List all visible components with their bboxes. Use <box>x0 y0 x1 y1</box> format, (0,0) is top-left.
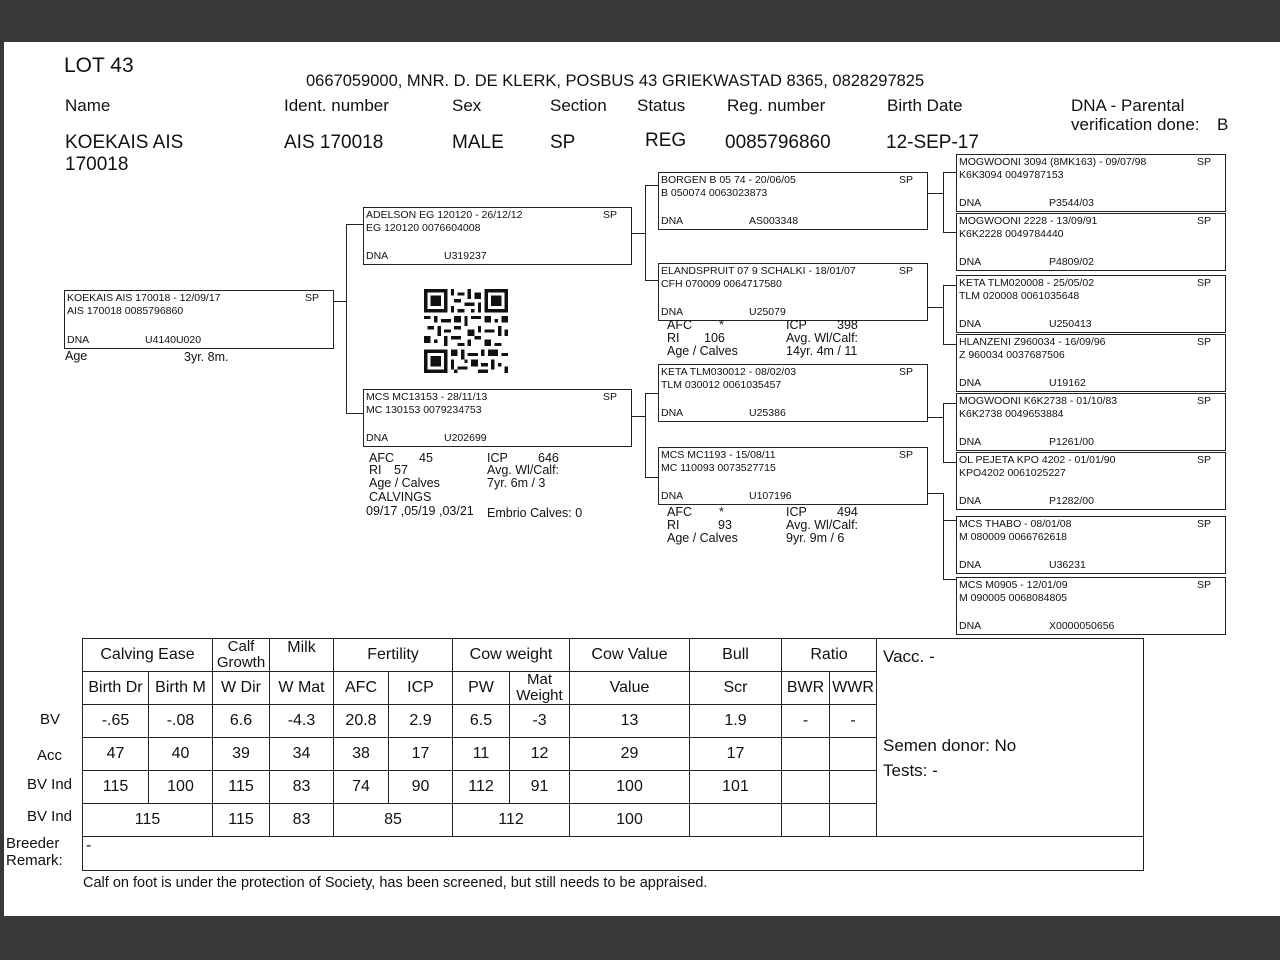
gd2-afc: * <box>719 505 724 519</box>
animal-ident: AIS 170018 <box>284 132 384 153</box>
gd1-afc-label: AFC <box>667 318 692 332</box>
breeding-values-table <box>82 638 1144 871</box>
bv-ind-cell: 74 <box>334 771 389 804</box>
animal-name: KOEKAIS AIS <box>65 132 184 153</box>
group-fertility: Fertility <box>334 639 453 672</box>
connector <box>346 224 363 225</box>
dam-ids: MC 130153 0079234753 <box>366 404 482 416</box>
dam-ri: 57 <box>394 463 408 477</box>
ggp-dna-label: DNA <box>959 318 982 330</box>
dam-embrio-calves: Embrio Calves: 0 <box>487 506 583 520</box>
gd2-ri-label: RI <box>667 518 680 532</box>
col-scr: Scr <box>690 672 782 705</box>
group-calf-growth <box>213 639 270 672</box>
bv-ind-cell <box>782 771 830 804</box>
bv-cell: - <box>830 705 877 738</box>
row-label-acc: Acc <box>37 747 63 764</box>
acc-cell: 12 <box>510 738 570 771</box>
connector <box>943 403 956 404</box>
bv-ind-wwr <box>830 804 877 837</box>
dam-icp-label: ICP <box>487 451 508 465</box>
connector <box>645 477 658 478</box>
great-grandparent-box <box>956 275 1226 333</box>
connector <box>645 393 646 477</box>
gd2-age-label: Age / Calves <box>667 531 738 545</box>
great-grandparent-box <box>956 213 1226 271</box>
great-grandparent-box <box>956 154 1226 212</box>
gp-dna: AS003348 <box>749 215 799 227</box>
col-w-dir: W Dir <box>213 672 270 705</box>
gp-ids: MC 110093 0073527715 <box>661 462 776 474</box>
bv-ind-growth: 115 <box>213 804 270 837</box>
bv-ind-cell: 100 <box>570 771 690 804</box>
col-pw: PW <box>453 672 510 705</box>
gd2-icp: 494 <box>837 505 858 519</box>
col-w-mat: W Mat <box>270 672 334 705</box>
gd2-ri: 93 <box>718 518 732 532</box>
grandparent-box <box>658 364 928 422</box>
gd2-icp-label: ICP <box>786 505 807 519</box>
header-dna-verification: verification done: <box>1071 115 1200 134</box>
ggp-title: KETA TLM020008 - 25/05/02 <box>959 277 1095 289</box>
dam-title: MCS MC13153 - 28/11/13 <box>366 391 488 403</box>
group-cow-value: Cow Value <box>570 639 690 672</box>
bv-ind-milk: 83 <box>270 804 334 837</box>
bv-ind-cell: 115 <box>213 771 270 804</box>
bv-ind-cell: 101 <box>690 771 782 804</box>
header-name: Name <box>65 96 111 115</box>
vaccination-panel <box>877 639 1144 837</box>
bv-ind-cell: 112 <box>453 771 510 804</box>
bv-cell: -.08 <box>149 705 213 738</box>
ggp-ids: TLM 020008 0061035648 <box>959 290 1080 302</box>
lot-number: LOT 43 <box>64 54 134 77</box>
gp-title: BORGEN B 05 74 - 20/06/05 <box>661 174 796 186</box>
connector <box>926 307 943 308</box>
row-label-bv-ind-2: BV Ind <box>27 808 73 825</box>
ggp-title: HLANZENI Z960034 - 16/09/96 <box>959 336 1106 348</box>
bv-ind-cell: 115 <box>83 771 149 804</box>
dna-verification-value: B <box>1217 115 1229 134</box>
acc-cell: 39 <box>213 738 270 771</box>
owner-info: 0667059000, MNR. D. DE KLERK, POSBUS 43 GRIEKWASTAD 8365, 0828297825 <box>306 72 925 90</box>
gd1-afc: * <box>719 318 724 332</box>
group-ratio: Ratio <box>782 639 877 672</box>
bv-cell: 20.8 <box>334 705 389 738</box>
gd1-ri: 106 <box>704 331 725 345</box>
connector <box>943 493 944 579</box>
col-wwr: WWR <box>830 672 877 705</box>
sire-dna: U319237 <box>444 250 487 262</box>
ggp-dna: U250413 <box>1049 318 1092 330</box>
ggp-dna-label: DNA <box>959 436 982 448</box>
animal-birth: 12-SEP-17 <box>886 132 979 153</box>
col-icp: ICP <box>389 672 453 705</box>
great-grandparent-box <box>956 577 1226 635</box>
bv-ind-cell: 91 <box>510 771 570 804</box>
ggp-dna: X0000050656 <box>1049 620 1115 632</box>
great-grandparent-box <box>956 393 1226 451</box>
group-calf-label: Calf <box>227 638 255 655</box>
ggp-section: SP <box>1196 454 1211 466</box>
gp-dna: U25079 <box>749 306 786 318</box>
header-ident: Ident. number <box>284 96 389 115</box>
footer-note: Calf on foot is under the protection of Society, has been screened, but still needs to be appraised. <box>83 875 708 891</box>
acc-cell: 29 <box>570 738 690 771</box>
grandparent-box <box>658 447 928 505</box>
connector <box>645 185 658 186</box>
ggp-dna: P1261/00 <box>1049 436 1094 448</box>
great-grandparent-box <box>956 452 1226 510</box>
ggp-ids: KPO4202 0061025227 <box>959 467 1066 479</box>
sire-section: SP <box>602 209 617 221</box>
viewer-bottom-bar <box>0 916 1280 960</box>
tests-info: Tests: - <box>883 761 938 780</box>
header-birth: Birth Date <box>887 96 963 115</box>
connector <box>631 233 645 234</box>
bv-ind-bwr <box>782 804 830 837</box>
gp-title: MCS MC1193 - 15/08/11 <box>661 449 776 461</box>
col-afc: AFC <box>334 672 389 705</box>
col-mat-label: Mat <box>526 671 552 688</box>
bv-ind-cell <box>830 771 877 804</box>
vaccination-info: Vacc. - <box>883 647 935 666</box>
row-label-breeder: Breeder <box>6 835 60 852</box>
animal-name-line2: 170018 <box>65 154 129 175</box>
gp-dna-label: DNA <box>661 306 684 318</box>
acc-cell <box>830 738 877 771</box>
dam-afc-label: AFC <box>369 451 394 465</box>
subject-section: SP <box>304 292 319 304</box>
bv-ind-calving: 115 <box>83 804 213 837</box>
connector <box>926 493 943 494</box>
ggp-dna-label: DNA <box>959 559 982 571</box>
gp-dna-label: DNA <box>661 215 684 227</box>
ggp-dna-label: DNA <box>959 495 982 507</box>
ggp-title: MOGWOONI 3094 (8MK163) - 09/07/98 <box>959 156 1147 168</box>
gd1-age: 14yr. 4m / 11 <box>786 344 858 358</box>
ggp-dna: P1282/00 <box>1049 495 1094 507</box>
great-grandparent-box <box>956 516 1226 574</box>
animal-reg: 0085796860 <box>725 132 831 153</box>
header-dna-parental: DNA - Parental <box>1071 96 1185 115</box>
connector <box>943 579 956 580</box>
subject-dna: U4140U020 <box>145 334 202 346</box>
ggp-dna-label: DNA <box>959 197 982 209</box>
gd1-ri-label: RI <box>667 331 680 345</box>
gd2-age: 9yr. 9m / 6 <box>786 531 845 545</box>
ggp-title: MCS M0905 - 12/01/09 <box>959 579 1068 591</box>
bv-cell: - <box>782 705 830 738</box>
bv-cell: 2.9 <box>389 705 453 738</box>
bv-cell: -3 <box>510 705 570 738</box>
col-value: Value <box>570 672 690 705</box>
bv-cell: 6.6 <box>213 705 270 738</box>
connector <box>943 462 956 463</box>
bv-ind-cow-weight: 112 <box>453 804 570 837</box>
qr-code <box>422 289 510 373</box>
grandparent-box <box>658 172 928 230</box>
subject-ids: AIS 170018 0085796860 <box>67 305 184 317</box>
sire-dna-label: DNA <box>366 250 389 262</box>
header-reg: Reg. number <box>727 96 826 115</box>
header-sex: Sex <box>452 96 482 115</box>
connector <box>631 416 645 417</box>
dam-avg-label: Avg. Wl/Calf: <box>487 463 560 477</box>
acc-cell: 47 <box>83 738 149 771</box>
subject-dna-label: DNA <box>67 334 90 346</box>
connector <box>943 520 956 521</box>
connector <box>926 417 943 418</box>
group-bull: Bull <box>690 639 782 672</box>
bv-ind-cell: 100 <box>149 771 213 804</box>
ggp-ids: M 080009 0066762618 <box>959 531 1068 543</box>
bv-cell: 13 <box>570 705 690 738</box>
group-cow-weight: Cow weight <box>453 639 570 672</box>
gd1-icp: 398 <box>837 318 858 332</box>
subject-age: 3yr. 8m. <box>184 350 229 364</box>
acc-cell: 38 <box>334 738 389 771</box>
bv-ind-bull <box>690 804 782 837</box>
semen-donor-info: Semen donor: No <box>883 736 1017 755</box>
grandparent-box <box>658 263 928 321</box>
dam-ri-label: RI <box>369 463 382 477</box>
bv-cell: -4.3 <box>270 705 334 738</box>
dam-section: SP <box>602 391 617 403</box>
col-birth-m: Birth M <box>149 672 213 705</box>
connector <box>346 224 347 413</box>
sire-ids: EG 120120 0076604008 <box>366 222 481 234</box>
connector <box>645 185 646 280</box>
breeder-remark: - <box>83 837 1144 871</box>
viewer-top-bar <box>0 0 1280 42</box>
gd1-age-label: Age / Calves <box>667 344 738 358</box>
ggp-dna: U36231 <box>1049 559 1086 571</box>
gd2-avg-label: Avg. Wl/Calf: <box>786 518 859 532</box>
acc-cell: 17 <box>690 738 782 771</box>
gp-section: SP <box>898 366 913 378</box>
ggp-title: MOGWOONI K6K2738 - 01/10/83 <box>959 395 1118 407</box>
gd2-afc-label: AFC <box>667 505 692 519</box>
gp-title: ELANDSPRUIT 07 9 SCHALKI - 18/01/07 <box>661 265 856 277</box>
subject-age-label: Age <box>65 349 88 363</box>
bv-ind-fertility: 85 <box>334 804 453 837</box>
bv-cell: 6.5 <box>453 705 510 738</box>
row-label-bv-ind: BV Ind <box>27 776 73 793</box>
connector <box>943 172 956 173</box>
ggp-title: OL PEJETA KPO 4202 - 01/01/90 <box>959 454 1116 466</box>
dam-calvings: 09/17 ,05/19 ,03/21 <box>366 504 474 518</box>
ggp-dna: U19162 <box>1049 377 1086 389</box>
gd1-avg-label: Avg. Wl/Calf: <box>786 331 859 345</box>
ggp-dna-label: DNA <box>959 620 982 632</box>
bv-ind-cell: 90 <box>389 771 453 804</box>
ggp-section: SP <box>1196 395 1211 407</box>
connector <box>645 393 658 394</box>
ggp-dna-label: DNA <box>959 256 982 268</box>
connector <box>943 232 956 233</box>
sire-pedigree-box <box>363 207 632 265</box>
gp-dna: U25386 <box>749 407 786 419</box>
col-birth-dr: Birth Dr <box>83 672 149 705</box>
dam-calvings-label: CALVINGS <box>369 490 432 504</box>
connector <box>926 193 943 194</box>
ggp-dna: P3544/03 <box>1049 197 1094 209</box>
gp-dna-label: DNA <box>661 490 684 502</box>
ggp-title: MOGWOONI 2228 - 13/09/91 <box>959 215 1098 227</box>
dam-pedigree-box <box>363 389 632 447</box>
gp-title: KETA TLM030012 - 08/02/03 <box>661 366 797 378</box>
ggp-section: SP <box>1196 277 1211 289</box>
acc-cell: 34 <box>270 738 334 771</box>
bv-ind-cell: 83 <box>270 771 334 804</box>
connector <box>943 344 956 345</box>
gp-ids: CFH 070009 0064717580 <box>661 278 782 290</box>
ggp-dna-label: DNA <box>959 377 982 389</box>
bv-cell: 1.9 <box>690 705 782 738</box>
ggp-ids: Z 960034 0037687506 <box>959 349 1065 361</box>
dam-age-label: Age / Calves <box>369 476 440 490</box>
connector <box>645 280 658 281</box>
gp-ids: B 050074 0063023873 <box>661 187 768 199</box>
animal-section: SP <box>550 132 576 153</box>
gd1-icp-label: ICP <box>786 318 807 332</box>
gp-section: SP <box>898 449 913 461</box>
ggp-ids: M 090005 0068084805 <box>959 592 1068 604</box>
ggp-section: SP <box>1196 579 1211 591</box>
dam-afc: 45 <box>419 451 433 465</box>
connector <box>943 285 944 344</box>
bv-ind-cow-value: 100 <box>570 804 690 837</box>
gp-section: SP <box>898 174 913 186</box>
group-milk: Milk <box>270 639 334 672</box>
dam-dna-label: DNA <box>366 432 389 444</box>
animal-sex: MALE <box>452 132 504 153</box>
ggp-section: SP <box>1196 336 1211 348</box>
connector <box>332 301 346 302</box>
subject-pedigree-box <box>64 290 334 349</box>
row-label-remark: Remark: <box>6 852 63 869</box>
connector <box>943 285 956 286</box>
col-bwr: BWR <box>782 672 830 705</box>
ggp-ids: K6K2228 0049784440 <box>959 228 1064 240</box>
acc-cell <box>782 738 830 771</box>
ggp-section: SP <box>1196 518 1211 530</box>
ggp-title: MCS THABO - 08/01/08 <box>959 518 1072 530</box>
animal-status: REG <box>645 130 687 151</box>
gp-dna-label: DNA <box>661 407 684 419</box>
header-status: Status <box>637 96 686 115</box>
acc-cell: 17 <box>389 738 453 771</box>
ggp-section: SP <box>1196 215 1211 227</box>
ggp-section: SP <box>1196 156 1211 168</box>
gp-section: SP <box>898 265 913 277</box>
connector <box>943 172 944 232</box>
dam-icp: 646 <box>538 451 559 465</box>
gp-dna: U107196 <box>749 490 792 502</box>
col-weight-label: Weight <box>516 687 563 704</box>
group-calving-ease: Calving Ease <box>83 639 213 672</box>
ggp-ids: K6K3094 0049787153 <box>959 169 1064 181</box>
ggp-dna: P4809/02 <box>1049 256 1094 268</box>
bv-cell: -.65 <box>83 705 149 738</box>
sire-title: ADELSON EG 120120 - 26/12/12 <box>366 209 523 221</box>
header-section: Section <box>550 96 607 115</box>
pedigree-certificate-page <box>4 42 1280 916</box>
connector <box>346 413 363 414</box>
great-grandparent-box <box>956 334 1226 392</box>
dam-age: 7yr. 6m / 3 <box>487 476 546 490</box>
col-mat-weight <box>510 672 570 705</box>
connector <box>943 403 944 462</box>
dam-dna: U202699 <box>444 432 487 444</box>
acc-cell: 40 <box>149 738 213 771</box>
gp-ids: TLM 030012 0061035457 <box>661 379 782 391</box>
row-label-bv: BV <box>40 711 61 728</box>
group-growth-label: Growth <box>216 654 266 671</box>
acc-cell: 11 <box>453 738 510 771</box>
ggp-ids: K6K2738 0049653884 <box>959 408 1064 420</box>
subject-title: KOEKAIS AIS 170018 - 12/09/17 <box>67 292 221 304</box>
